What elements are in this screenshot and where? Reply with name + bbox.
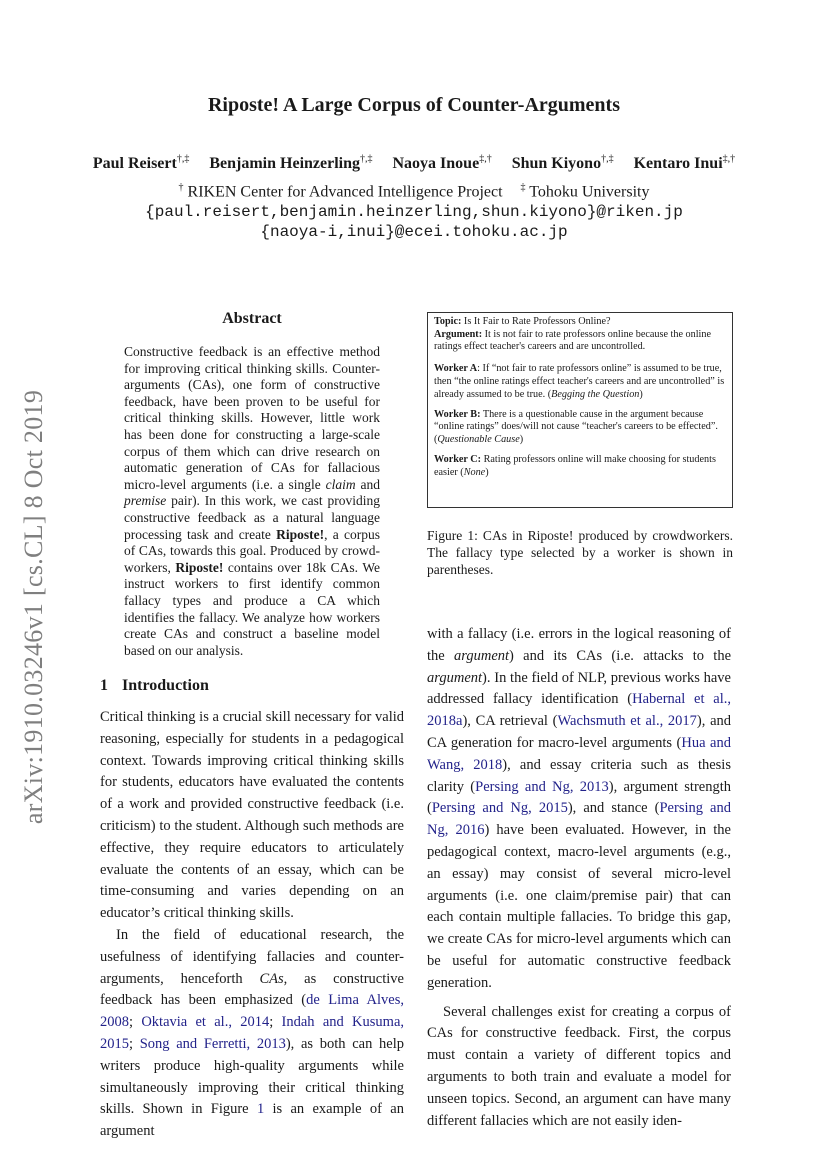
author: Naoya Inoue‡,†: [392, 154, 492, 173]
figure-1-caption: Figure 1: CAs in Riposte! produced by crowdworkers. The fallacy type selected by a worker is shown in parentheses.: [427, 528, 733, 577]
figure-1-box: [427, 312, 733, 508]
author: Benjamin Heinzerling†,‡: [209, 154, 373, 173]
citation-link[interactable]: Persing and Ng, 2015: [431, 800, 568, 817]
affiliations: † RIKEN Center for Advanced Intelligence Project ‡ Tohoku University: [178, 182, 650, 201]
paragraph: with a fallacy (i.e. errors in the logical reasoning of the argument) and its CAs (i.e. attacks to the argument). In the field of NLP, previous works have addressed fallacy identification (Habernal et al., 2018a), CA retrieval (Wachsmuth et al., 2017), and CA generation for macro-level arguments (Hua and Wang, 2018), and essay criteria such as thesis clarity (Persing and Ng, 2013), argument strength (Persing and Ng, 2015), and stance (Persing and Ng, 2016) have been evaluated. However, in the pedagogical context, macro-level arguments (e.g., an essay) may consist of several micro-level arguments (i.e. one claim/premise pair) that can each contain multiple fallacies. To bridge this gap, we create CAs for micro-level arguments which can be useful for automatic constructive feedback generation.: [427, 626, 732, 991]
citation-link[interactable]: de Lima Alves, 2008: [100, 992, 404, 1031]
figure-worker-b: Worker B: There is a questionable cause in the argument because “online ratings” does/will not cause “teacher's careers to be effected”. (Questionable Cause): [434, 408, 718, 446]
citation-link[interactable]: Oktavia et al., 2014: [141, 1014, 270, 1031]
citation-link[interactable]: Song and Ferretti, 2013: [139, 1035, 286, 1052]
arxiv-id: arXiv:1910.03246v1 [cs.CL] 8 Oct 2019: [19, 389, 48, 825]
figure-worker-c: Worker C: Rating professors online will make choosing for students easier (None): [434, 454, 716, 479]
citation-link[interactable]: Persing and Ng, 2013: [475, 778, 609, 795]
citation-link[interactable]: Wachsmuth et al., 2017: [557, 713, 697, 730]
author: Shun Kiyono†,‡: [511, 154, 614, 173]
intro-left-column: [100, 707, 404, 1143]
paper-title: Riposte! A Large Corpus of Counter-Arguments: [207, 94, 620, 116]
arxiv-stamp: [20, 372, 48, 842]
author: Paul Reisert†,‡: [92, 154, 190, 173]
abstract-heading: Abstract: [222, 310, 282, 327]
citation-link[interactable]: Hua and Wang, 2018: [427, 734, 731, 773]
paragraph: In the field of educational research, the usefulness of identifying fallacies and counter-arguments, henceforth CAs, as constructive feedback has been emphasized (de Lima Alves, 2008; Oktavia et al., 2014; Indah and Kusuma, 2015; Song and Ferretti, 2013), as both can help writers produce high-quality arguments while simultaneously improving their critical thinking skills. Shown in Figure 1 is an example of an argument: [100, 926, 405, 1140]
abstract-text: Constructive feedback is an effective method for improving critical thinking skills. Counter-arguments (CAs), one form of constructive feedback, have been proven to be useful for critical thinking skills. However, little work has been done for constructing a large-scale corpus of them which can drive research on automatic generation of CAs for fallacious micro-level arguments (i.e. a single claim and premise pair). In this work, we cast providing constructive feedback as a natural language processing task and create Riposte!, a corpus of CAs, towards this goal. Produced by crowd-workers, Riposte! contains over 18k CAs. We instruct workers to first identify common fallacy types and produce a CA which identifies the fallacy. We analyze how workers create CAs and construct a baseline model based on our analysis.: [124, 344, 380, 658]
section-heading-introduction: 1 Introduction: [100, 677, 209, 694]
figure-ref-link[interactable]: 1: [256, 1101, 265, 1118]
paragraph: Critical thinking is a crucial skill necessary for valid reasoning, especially for students in a pedagogical context. Towards improving critical thinking skills for students, educators have evaluated the contents of a work and provided constructive feedback (i.e. criticism) to the student. Although such methods are effective, they require educators to articulately evaluate the contents of an essay, which can be time-consuming and varies depending on an educator’s critical thinking skills.: [100, 709, 404, 922]
affiliation-tohoku: Tohoku University: [529, 183, 650, 201]
figure-worker-a: Worker A: If “not fair to rate professors online” is assumed to be true, then “the online ratings effect teacher's careers and are uncontrolled” is already assumed to be true. (Begging the Question): [434, 363, 725, 400]
affiliation-riken: RIKEN Center for Advanced Intelligence Project: [187, 183, 503, 201]
figure-topic-argument: Topic: Is It Fair to Rate Professors Online? Argument: It is not fair to rate professors online because the online ratings effect teacher's careers and are uncontrolled.: [434, 316, 711, 353]
citation-link[interactable]: Indah and Kusuma, 2015: [100, 1014, 405, 1052]
email-line: {naoya-i,inui}@ecei.tohoku.ac.jp: [260, 223, 568, 241]
email-line: {paul.reisert,benjamin.heinzerling,shun.kiyono}@riken.jp: [145, 203, 683, 221]
paragraph: Several challenges exist for creating a corpus of CAs for constructive feedback. First, the corpus must contain a variety of different topics and arguments to both train and evaluate a model for unseen topics. Second, an argument can have many different fallacies which are not easily iden-: [427, 1003, 731, 1129]
citation-link[interactable]: Habernal et al., 2018a: [427, 691, 731, 730]
citation-link[interactable]: Persing and Ng, 2016: [427, 800, 731, 839]
author-list: [0, 154, 828, 173]
author: Kentaro Inui‡,†: [633, 154, 736, 173]
intro-right-column: [427, 624, 731, 1132]
